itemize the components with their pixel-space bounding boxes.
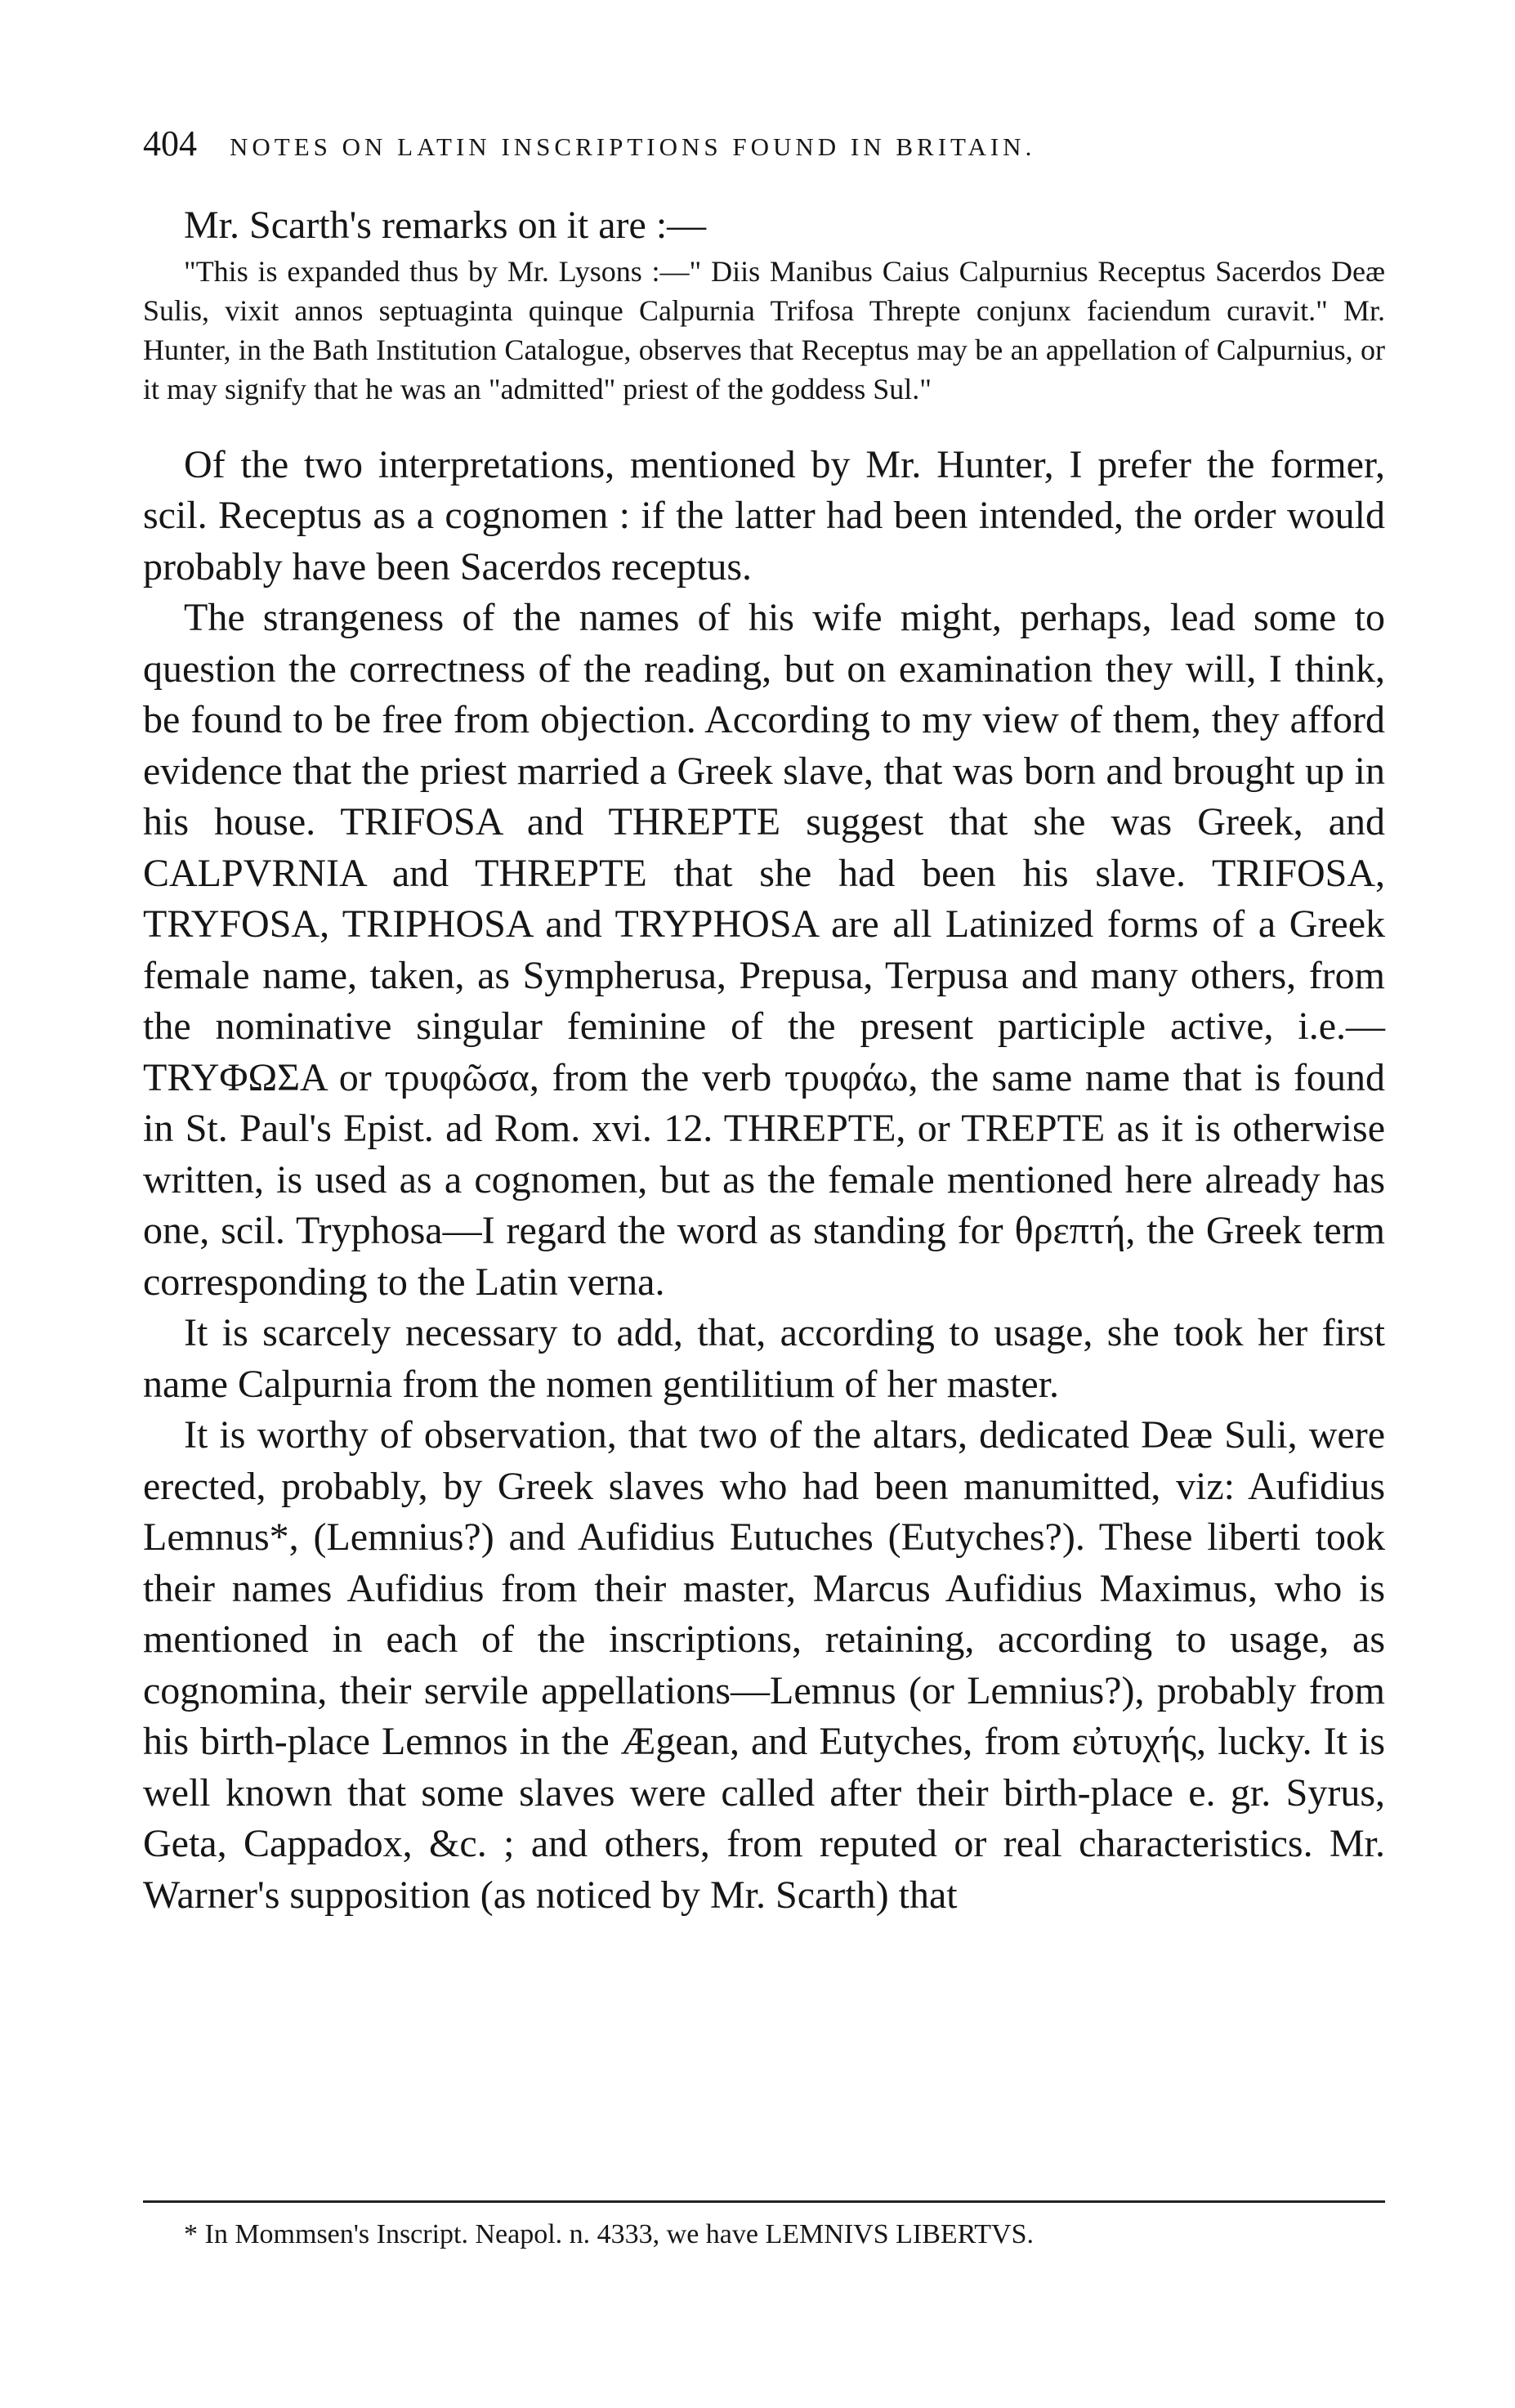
paragraph-interpretations: Of the two interpretations, mentioned by Mr. Hunter, I prefer the former, scil. Receptus as a cognomen : if the latter had been intended, the order would probably have been Sacerdos receptus.	[143, 442, 1385, 589]
footnote-divider	[143, 2200, 1385, 2203]
page-number: 404	[143, 123, 197, 163]
page	[143, 123, 1385, 1921]
intro-line: Mr. Scarth's remarks on it are :—	[184, 204, 707, 247]
paragraph-altars: It is worthy of observation, that two of the altars, dedicated Deæ Suli, were erected, probably, by Greek slaves who had been manumitted, viz: Aufidius Lemnus*, (Lemnius?) and Aufidius Eutuches (Eutyches?). These liberti took their names Aufidius from their master, Marcus Aufidius Maximus, who is mentioned in each of the inscriptions, retaining, according to usage, as cognomina, their servile appellations—Lemnus (or Lemnius?), probably from his birth-place Lemnos in the Ægean, and Eutyches, from εὐτυχής, lucky. It is well known that some slaves were called after their birth-place e. gr. Syrus, Geta, Cappadox, &c. ; and others, from reputed or real characteristics. Mr. Warner's supposition (as noticed by Mr. Scarth) that	[143, 1413, 1385, 1917]
running-title: NOTES ON LATIN INSCRIPTIONS FOUND IN BRITAIN.	[230, 132, 1036, 161]
page-header	[143, 123, 1385, 188]
quoted-passage: "This is expanded thus by Mr. Lysons :—" Diis Manibus Caius Calpurnius Receptus Sacerdos Deæ Sulis, vixit annos septuaginta quinque Calpurnia Trifosa Threpte conjunx faciendum curavit." Mr. Hunter, in the Bath Institution Catalogue, observes that Receptus may be an appellation of Calpurnius, or it may signify that he was an "admitted" priest of the goddess Sul."	[143, 254, 1385, 405]
paragraph-wife-names: The strangeness of the names of his wife might, perhaps, lead some to question the correctness of the reading, but on examination they will, I think, be found to be free from objection. According to my view of them, they afford evidence that the priest married a Greek slave, that was born and brought up in his house. TRIFOSA and THREPTE suggest that she was Greek, and CALPVRNIA and THREPTE that she had been his slave. TRIFOSA, TRYFOSA, TRIPHOSA and TRYPHOSA are all Latinized forms of a Greek female name, taken, as Sympherusa, Prepusa, Terpusa and many others, from the nominative singular feminine of the present participle active, i.e.—TRYΦΩΣΑ or τρυφῶσα, from the verb τρυφάω, the same name that is found in St. Paul's Epist. ad Rom. xvi. 12. THREPTE, or TREPTE as it is otherwise written, is used as a cognomen, but as the female mentioned here already has one, scil. Tryphosa—I regard the word as standing for θρεπτή, the Greek term corresponding to the Latin verna.	[143, 596, 1385, 1304]
paragraph-calpurnia: It is scarcely necessary to add, that, according to usage, she took her first name Calpurnia from the nomen gentilitium of her master.	[143, 1311, 1385, 1406]
footnote: * In Mommsen's Inscript. Neapol. n. 4333, we have LEMNIVS LIBERTVS.	[184, 2219, 1035, 2249]
